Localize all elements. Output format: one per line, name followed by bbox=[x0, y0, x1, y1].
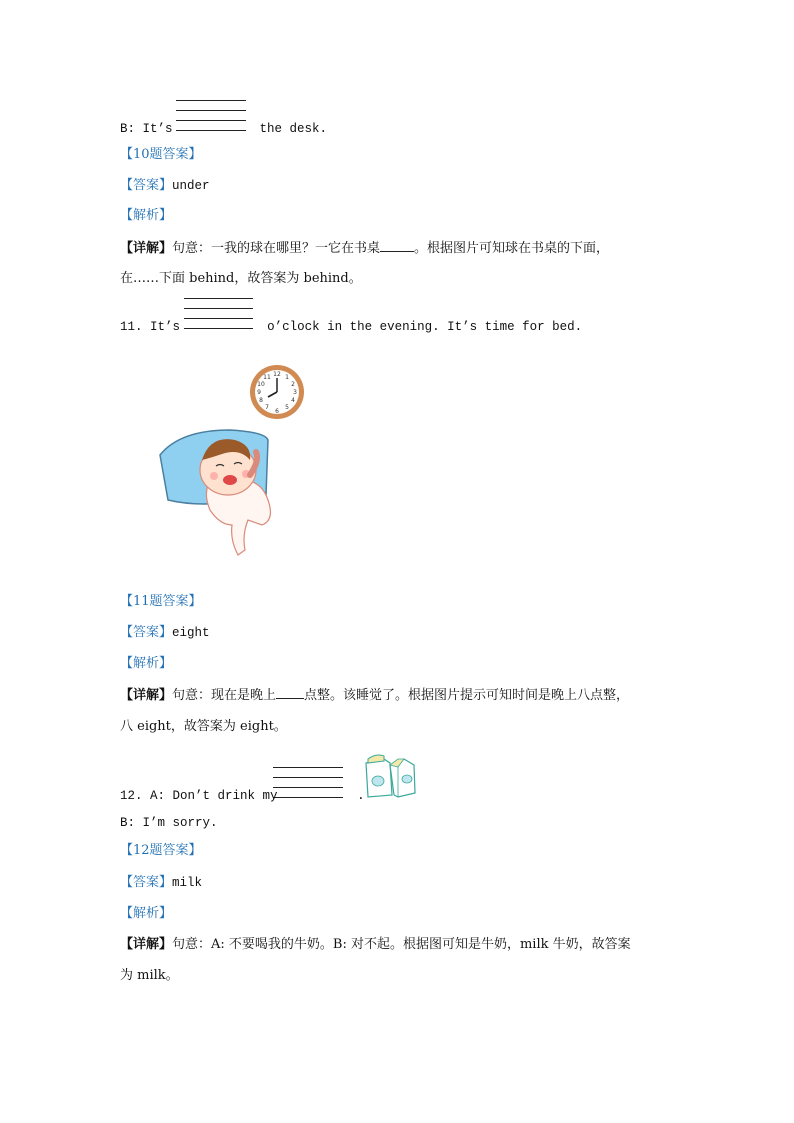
q10-detail-label: 【详解】 bbox=[120, 241, 173, 256]
svg-text:6: 6 bbox=[275, 408, 279, 415]
q11-detail-label: 【详解】 bbox=[120, 688, 173, 703]
q10-answer-label: 【答案】 bbox=[120, 178, 173, 193]
q12-detail-line-2: 为 milk。 bbox=[120, 968, 179, 983]
q10-analysis-label: 【解析】 bbox=[120, 208, 173, 223]
sleeping-child-illustration bbox=[150, 360, 315, 565]
svg-text:12: 12 bbox=[273, 371, 281, 378]
q10-sentence-end: the desk. bbox=[259, 122, 328, 136]
clock-icon bbox=[250, 365, 304, 419]
q11-answer-row bbox=[120, 624, 210, 642]
q11-detail-line-1 bbox=[120, 686, 629, 705]
svg-text:1: 1 bbox=[285, 374, 289, 381]
q12-sentence-end: . bbox=[357, 789, 365, 803]
q11-sentence bbox=[120, 318, 582, 336]
q12-answer-value: milk bbox=[172, 876, 203, 890]
q11-answer-value: eight bbox=[172, 626, 210, 640]
q12-sentence-start: A: Don’t drink my bbox=[150, 789, 278, 803]
svg-text:8: 8 bbox=[259, 397, 263, 404]
q10-sentence bbox=[120, 120, 327, 138]
q11-number: 11. bbox=[120, 320, 143, 334]
svg-text:2: 2 bbox=[291, 381, 295, 388]
q10-detail-line-1 bbox=[120, 239, 609, 258]
q11-detail-text-a: 句意：现在是晚上 bbox=[172, 688, 277, 703]
q10-answer-value: under bbox=[172, 179, 210, 193]
q11-sentence-start: It’s bbox=[150, 320, 181, 334]
svg-text:5: 5 bbox=[285, 404, 289, 411]
q11-detail-blank bbox=[276, 686, 304, 699]
svg-text:10: 10 bbox=[257, 381, 265, 388]
q11-detail-text-b: 点整。该睡觉了。根据图片提示可知时间是晚上八点整， bbox=[304, 688, 630, 703]
q12-detail-text: 句意：A: 不要喝我的牛奶。B: 对不起。根据图可知是牛奶，milk 牛奶，故答案 bbox=[172, 937, 631, 952]
q11-detail-line-2: 八 eight，故答案为 eight。 bbox=[120, 719, 287, 734]
svg-text:4: 4 bbox=[291, 397, 295, 404]
q12-detail-label: 【详解】 bbox=[120, 937, 173, 952]
q12-detail-line-1 bbox=[120, 936, 631, 954]
svg-text:7: 7 bbox=[265, 404, 269, 411]
q10-detail-text-b: 。根据图片可知球在书桌的下面， bbox=[414, 241, 610, 256]
svg-text:11: 11 bbox=[263, 374, 271, 381]
q10-detail-blank bbox=[380, 239, 414, 252]
q10-detail-line-2: 在……下面 behind，故答案为 behind。 bbox=[120, 271, 362, 286]
q12-answer-label: 【答案】 bbox=[120, 875, 173, 890]
svg-text:3: 3 bbox=[293, 389, 297, 396]
milk-cartons-icon bbox=[362, 753, 418, 799]
q12-answer-header: 【12题答案】 bbox=[120, 843, 202, 858]
q11-answer-label: 【答案】 bbox=[120, 625, 173, 640]
q10-answer-header: 【10题答案】 bbox=[120, 147, 202, 162]
q12-sentence bbox=[120, 787, 365, 805]
q11-answer-header: 【11题答案】 bbox=[120, 594, 202, 609]
q11-sentence-end: o’clock in the evening. It’s time for bed. bbox=[267, 320, 583, 334]
q12-number: 12. bbox=[120, 789, 143, 803]
q10-answer-row bbox=[120, 177, 210, 195]
q10-detail-text-a: 句意：一我的球在哪里？一它在书桌 bbox=[172, 241, 381, 256]
svg-text:9: 9 bbox=[257, 389, 261, 396]
q10-sentence-start: B: It’s bbox=[120, 122, 173, 136]
q12-answer-row bbox=[120, 874, 202, 892]
q11-analysis-label: 【解析】 bbox=[120, 656, 173, 671]
q12-reply: B: I’m sorry. bbox=[120, 816, 218, 830]
q12-analysis-label: 【解析】 bbox=[120, 906, 173, 921]
